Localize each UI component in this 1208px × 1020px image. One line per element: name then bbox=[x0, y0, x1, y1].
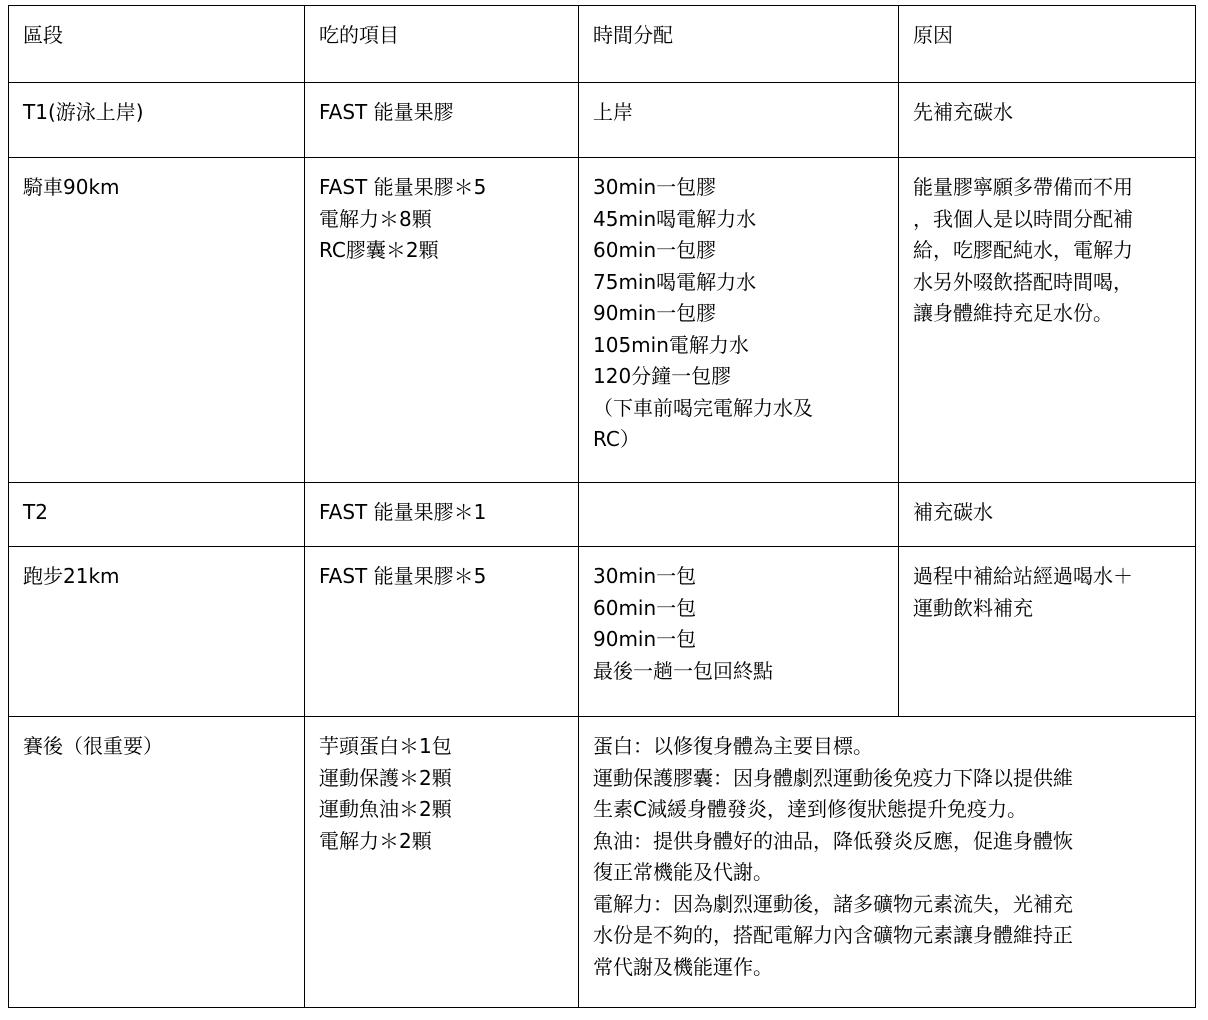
note-line: 生素C減緩身體發炎，達到修復狀態提升免疫力。 bbox=[593, 797, 1027, 821]
table-row bbox=[9, 547, 1196, 717]
item-line: 芋頭蛋白＊1包 bbox=[319, 734, 452, 758]
reason-line: 水另外啜飲搭配時間喝， bbox=[913, 269, 1133, 294]
header-timing-text: 時間分配 bbox=[593, 23, 673, 47]
timing-line: 30min一包膠 bbox=[593, 175, 717, 199]
table-row bbox=[9, 158, 1196, 483]
segment-text: T2 bbox=[23, 500, 48, 524]
reason-line: 先補充碳水 bbox=[913, 100, 1013, 124]
item-line: FAST 能量果膠＊5 bbox=[319, 564, 487, 588]
timing-line: 90min一包膠 bbox=[593, 301, 717, 325]
timing-line: 60min一包 bbox=[593, 595, 697, 620]
reason-cell bbox=[899, 547, 1196, 717]
segment-cell bbox=[9, 547, 305, 717]
timing-cell bbox=[579, 547, 899, 717]
note-line: 魚油：提供身體好的油品，降低發炎反應，促進身體恢 bbox=[593, 828, 1073, 853]
nutrition-plan-table bbox=[8, 5, 1196, 1008]
reason-line: 讓身體維持充足水份。 bbox=[913, 301, 1113, 325]
item-line: 運動魚油＊2顆 bbox=[319, 797, 452, 821]
note-line: 常代謝及機能運作。 bbox=[593, 954, 773, 979]
timing-line: 30min一包 bbox=[593, 564, 697, 588]
header-segment bbox=[9, 6, 305, 83]
item-line: 運動保護＊2顆 bbox=[319, 765, 452, 790]
items-cell bbox=[305, 483, 579, 547]
note-line: 電解力：因為劇烈運動後，諸多礦物元素流失，光補充 bbox=[593, 891, 1073, 916]
reason-line: 運動飲料補充 bbox=[913, 595, 1033, 620]
header-reason-text: 原因 bbox=[913, 23, 953, 47]
item-line: 電解力＊8顆 bbox=[319, 206, 432, 231]
segment-cell bbox=[9, 158, 305, 483]
segment-text: 賽後（很重要） bbox=[23, 734, 163, 758]
note-line: 蛋白：以修復身體為主要目標。 bbox=[593, 734, 873, 758]
timing-cell bbox=[579, 483, 899, 547]
segment-cell bbox=[9, 717, 305, 1008]
note-line: 運動保護膠囊：因身體劇烈運動後免疫力下降以提供維 bbox=[593, 765, 1073, 790]
timing-line: 45min喝電解力水 bbox=[593, 206, 757, 231]
reason-cell bbox=[899, 483, 1196, 547]
timing-line: 90min一包 bbox=[593, 627, 697, 651]
note-line: 水份是不夠的，搭配電解力內含礦物元素讓身體維持正 bbox=[593, 923, 1073, 947]
reason-cell bbox=[899, 83, 1196, 158]
table-row bbox=[9, 483, 1196, 547]
reason-line: ，我個人是以時間分配補 bbox=[913, 206, 1133, 231]
timing-line: 120分鐘一包膠 bbox=[593, 364, 732, 388]
header-items bbox=[305, 6, 579, 83]
item-line: RC膠囊＊2顆 bbox=[319, 238, 439, 262]
header-items-text: 吃的項目 bbox=[319, 23, 399, 47]
reason-line: 能量膠寧願多帶備而不用 bbox=[913, 175, 1133, 199]
merged-note-cell bbox=[579, 717, 1196, 1008]
item-line: FAST 能量果膠＊5 bbox=[319, 175, 487, 199]
items-cell bbox=[305, 83, 579, 158]
segment-cell bbox=[9, 83, 305, 158]
item-line: 電解力＊2顆 bbox=[319, 828, 432, 853]
timing-line: （下車前喝完電解力水及 bbox=[593, 395, 813, 420]
segment-text: 騎車90km bbox=[23, 175, 120, 199]
items-cell bbox=[305, 158, 579, 483]
timing-line: 75min喝電解力水 bbox=[593, 269, 757, 294]
item-line: FAST 能量果膠＊1 bbox=[319, 500, 487, 524]
note-line: 復正常機能及代謝。 bbox=[593, 860, 773, 884]
timing-line: 105min電解力水 bbox=[593, 332, 749, 357]
header-timing bbox=[579, 6, 899, 83]
reason-cell bbox=[899, 158, 1196, 483]
timing-cell bbox=[579, 158, 899, 483]
item-line: FAST 能量果膠 bbox=[319, 100, 454, 124]
segment-cell bbox=[9, 483, 305, 547]
items-cell bbox=[305, 717, 579, 1008]
header-segment-text: 區段 bbox=[23, 23, 63, 47]
reason-line: 過程中補給站經過喝水＋ bbox=[913, 564, 1133, 588]
segment-text: T1(游泳上岸) bbox=[23, 100, 144, 124]
timing-line: 最後一趟一包回終點 bbox=[593, 658, 773, 683]
header-reason bbox=[899, 6, 1196, 83]
segment-text: 跑步21km bbox=[23, 564, 120, 588]
timing-cell bbox=[579, 83, 899, 158]
header-row bbox=[9, 6, 1196, 83]
timing-line: 60min一包膠 bbox=[593, 238, 717, 262]
timing-line: 上岸 bbox=[593, 100, 633, 124]
timing-line: RC） bbox=[593, 427, 640, 451]
items-cell bbox=[305, 547, 579, 717]
table-row bbox=[9, 717, 1196, 1008]
table-row bbox=[9, 83, 1196, 158]
reason-line: 給，吃膠配純水，電解力 bbox=[913, 238, 1133, 262]
reason-line: 補充碳水 bbox=[913, 500, 993, 524]
